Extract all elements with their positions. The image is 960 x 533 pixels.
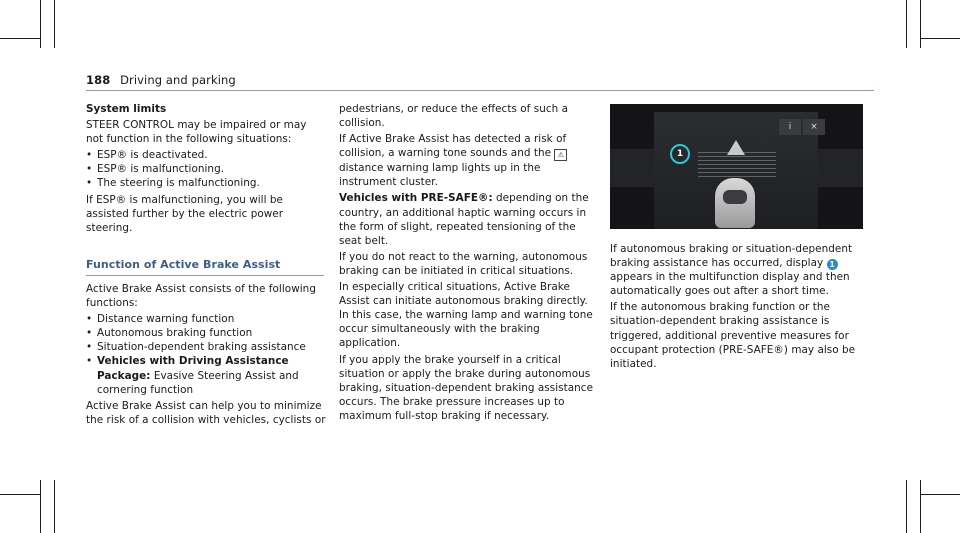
- crop-mark: [906, 480, 907, 533]
- aba-help: Active Brake Assist can help you to minimize the risk of a collision with vehicles, cyclists or: [86, 399, 326, 426]
- multifunction-display-image: [610, 104, 863, 229]
- section-title: Driving and parking: [120, 73, 236, 87]
- paragraph: If you do not react to the warning, autonomous braking can be initiated in critical situations.: [339, 250, 588, 277]
- paragraph: If the autonomous braking function or the situation-dependent braking assistance is triggered, additional preventive measures for occupant protection (PRE-SAFE®) may also be initiated.: [610, 301, 856, 370]
- list-item: • The steering is malfunctioning.: [86, 176, 326, 190]
- steer-intro: STEER CONTROL may be impaired or may not function in the following situations:: [86, 119, 307, 146]
- car-icon: [715, 178, 755, 228]
- crop-mark: [920, 0, 921, 48]
- callout-badge: 1: [827, 259, 838, 270]
- list-item: • Autonomous braking function: [86, 326, 326, 340]
- display-buttons: [777, 114, 825, 135]
- page-header: [86, 73, 236, 87]
- list-item: • ESP® is malfunctioning.: [86, 162, 326, 176]
- column-middle: [339, 102, 597, 425]
- aba-intro: Active Brake Assist consists of the following functions:: [86, 282, 316, 310]
- paragraph: [339, 132, 597, 189]
- header-divider: [86, 90, 874, 91]
- column-left: [86, 102, 326, 429]
- crop-mark: [40, 480, 41, 533]
- aba-bold-rest: Evasive Steering Assist and cornering function: [97, 369, 299, 396]
- paragraph: pedestrians, or reduce the effects of such a collision.: [339, 103, 568, 130]
- info-icon: i: [779, 119, 801, 135]
- crop-mark: [0, 38, 40, 39]
- crop-mark: [54, 0, 55, 48]
- list-item: • Situation-dependent braking assistance: [86, 340, 326, 354]
- aba-bold-label: Vehicles with Driving Assistance Package:: [97, 355, 289, 382]
- column-right: [610, 242, 868, 373]
- list-item: • Distance warning function: [86, 312, 326, 326]
- presafe-label: Vehicles with PRE-SAFE®:: [339, 192, 493, 205]
- distance-warning-lamp-icon: ⚠: [554, 149, 567, 161]
- close-icon: ×: [803, 119, 825, 135]
- paragraph: [610, 242, 868, 298]
- system-limits-heading: System limits: [86, 103, 167, 115]
- crop-mark: [54, 480, 55, 533]
- crop-mark: [920, 480, 921, 533]
- aba-heading: Function of Active Brake Assist: [86, 258, 324, 276]
- text-segment: depending on the country, an additional haptic warning occurs in the form of slight, repeated tensioning of the seat belt.: [339, 192, 589, 247]
- text-segment: distance warning lamp lights up in the instrument cluster.: [339, 162, 541, 189]
- crop-mark: [0, 494, 40, 495]
- crop-mark: [906, 0, 907, 48]
- paragraph: In especially critical situations, Active Brake Assist can initiate autonomous braking directly. In this case, the warning lamp and warning tone occur simultaneously with the braking application.: [339, 281, 593, 350]
- crop-mark: [920, 494, 960, 495]
- text-segment: If Active Brake Assist has detected a risk of collision, a warning tone sounds and the: [339, 133, 567, 160]
- paragraph: If you apply the brake yourself in a critical situation or apply the brake during autonomous braking, situation-dependent braking assistance occurs. The brake pressure increases up to maximum full-stop braking if necessary.: [339, 353, 594, 422]
- lane-lines: [698, 152, 776, 180]
- crop-mark: [40, 0, 41, 48]
- aba-list: [86, 312, 326, 397]
- page-number: 188: [86, 73, 111, 87]
- callout-marker: 1: [670, 144, 690, 164]
- list-item: • ESP® is deactivated.: [86, 148, 326, 162]
- steer-list: [86, 148, 326, 190]
- collision-warning-icon: [727, 140, 745, 155]
- text-segment: appears in the multifunction display and then automatically goes out after a short time.: [610, 271, 850, 298]
- text-segment: If autonomous braking or situation-dependent braking assistance has occurred, display: [610, 243, 853, 270]
- paragraph: [339, 191, 597, 247]
- crop-mark: [920, 38, 960, 39]
- list-item: [86, 354, 326, 396]
- esp-note: If ESP® is malfunctioning, you will be assisted further by the electric power steering.: [86, 193, 284, 234]
